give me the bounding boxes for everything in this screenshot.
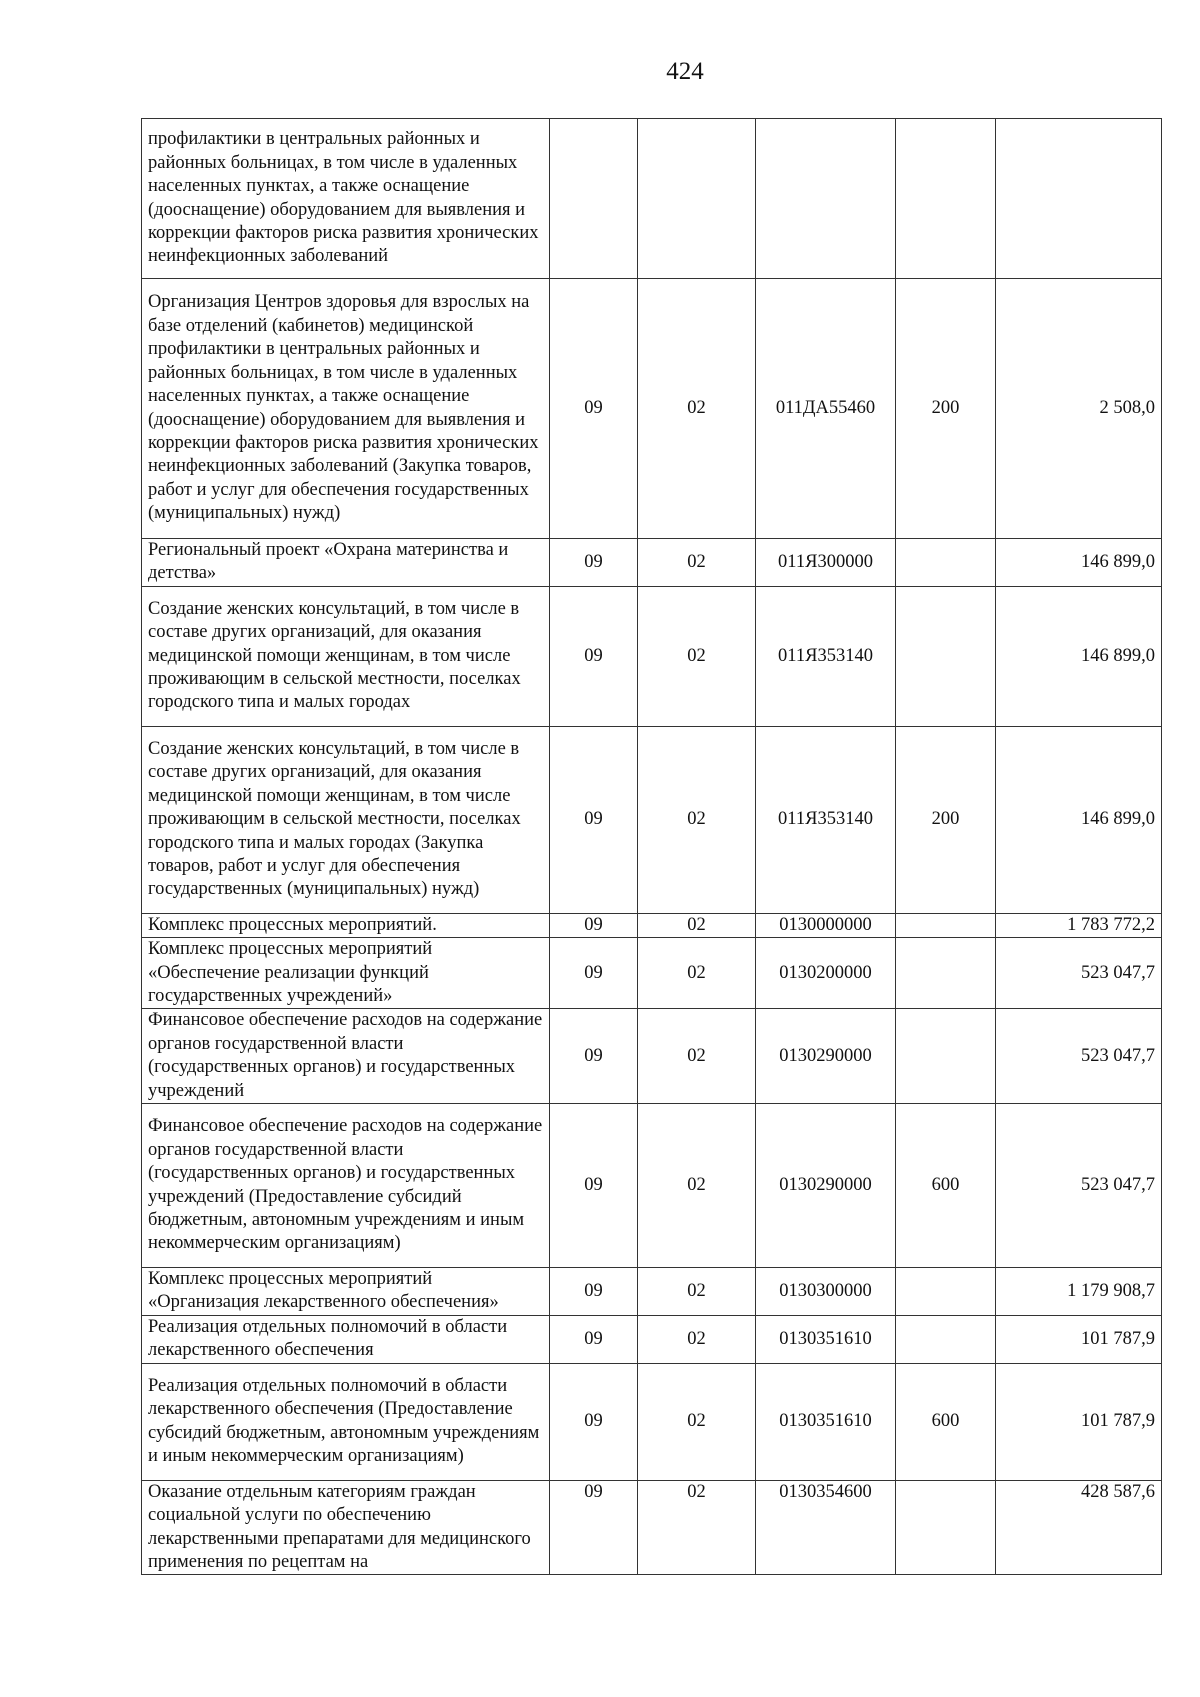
table-row bbox=[142, 1009, 1162, 1104]
cell-amount: 523 047,7 bbox=[996, 938, 1162, 1009]
cell-section: 09 bbox=[550, 1315, 638, 1363]
cell-name: Реализация отдельных полномочий в области лекарственного обеспечения (Предоставление субсидий бюджетным, автономным учреждениям и иным некоммерческим организациям) bbox=[142, 1363, 550, 1480]
cell-subsection bbox=[638, 119, 756, 279]
cell-subsection: 02 bbox=[638, 938, 756, 1009]
cell-target-article bbox=[756, 119, 896, 279]
cell-section: 09 bbox=[550, 1363, 638, 1480]
table-row bbox=[142, 913, 1162, 937]
cell-amount: 146 899,0 bbox=[996, 726, 1162, 913]
cell-section: 09 bbox=[550, 586, 638, 726]
table-row bbox=[142, 539, 1162, 587]
cell-amount: 146 899,0 bbox=[996, 586, 1162, 726]
cell-target-article: 011Я353140 bbox=[756, 586, 896, 726]
budget-table-body bbox=[142, 119, 1162, 1575]
cell-name: Реализация отдельных полномочий в области лекарственного обеспечения bbox=[142, 1315, 550, 1363]
cell-amount: 1 179 908,7 bbox=[996, 1268, 1162, 1316]
cell-name: Комплекс процессных мероприятий «Обеспечение реализации функций государственных учреждений» bbox=[142, 938, 550, 1009]
cell-subsection: 02 bbox=[638, 586, 756, 726]
cell-section: 09 bbox=[550, 1480, 638, 1575]
cell-subsection: 02 bbox=[638, 539, 756, 587]
cell-expense-type bbox=[896, 938, 996, 1009]
cell-subsection: 02 bbox=[638, 913, 756, 937]
cell-section: 09 bbox=[550, 539, 638, 587]
cell-name: Оказание отдельным категориям граждан социальной услуги по обеспечению лекарственными препаратами для медицинского применения по рецептам на bbox=[142, 1480, 550, 1575]
cell-amount: 146 899,0 bbox=[996, 539, 1162, 587]
cell-amount: 101 787,9 bbox=[996, 1363, 1162, 1480]
cell-expense-type bbox=[896, 586, 996, 726]
cell-amount: 428 587,6 bbox=[996, 1480, 1162, 1575]
cell-expense-type bbox=[896, 1480, 996, 1575]
cell-section: 09 bbox=[550, 279, 638, 539]
cell-amount: 2 508,0 bbox=[996, 279, 1162, 539]
cell-section: 09 bbox=[550, 938, 638, 1009]
cell-expense-type bbox=[896, 539, 996, 587]
table-row bbox=[142, 119, 1162, 279]
cell-target-article: 0130290000 bbox=[756, 1009, 896, 1104]
cell-expense-type bbox=[896, 1268, 996, 1316]
cell-target-article: 0130300000 bbox=[756, 1268, 896, 1316]
cell-amount bbox=[996, 119, 1162, 279]
cell-subsection: 02 bbox=[638, 1480, 756, 1575]
table-row bbox=[142, 1268, 1162, 1316]
table-row bbox=[142, 1315, 1162, 1363]
cell-section bbox=[550, 119, 638, 279]
cell-section: 09 bbox=[550, 913, 638, 937]
cell-subsection: 02 bbox=[638, 1104, 756, 1268]
cell-name: Создание женских консультаций, в том числе в составе других организаций, для оказания медицинской помощи женщинам, в том числе проживающим в сельской местности, поселках городского типа и малых городах bbox=[142, 586, 550, 726]
cell-subsection: 02 bbox=[638, 1315, 756, 1363]
cell-section: 09 bbox=[550, 726, 638, 913]
cell-target-article: 0130354600 bbox=[756, 1480, 896, 1575]
cell-target-article: 011ДА55460 bbox=[756, 279, 896, 539]
cell-target-article: 011Я353140 bbox=[756, 726, 896, 913]
budget-table bbox=[141, 118, 1162, 1575]
cell-section: 09 bbox=[550, 1009, 638, 1104]
table-row bbox=[142, 1480, 1162, 1575]
cell-expense-type bbox=[896, 1009, 996, 1104]
page-number: 424 bbox=[666, 58, 704, 85]
cell-section: 09 bbox=[550, 1104, 638, 1268]
cell-target-article: 011Я300000 bbox=[756, 539, 896, 587]
cell-name: Комплекс процессных мероприятий. bbox=[142, 913, 550, 937]
cell-subsection: 02 bbox=[638, 1268, 756, 1316]
cell-target-article: 0130351610 bbox=[756, 1315, 896, 1363]
table-row bbox=[142, 1363, 1162, 1480]
cell-target-article: 0130351610 bbox=[756, 1363, 896, 1480]
cell-name: Региональный проект «Охрана материнства и детства» bbox=[142, 539, 550, 587]
cell-expense-type bbox=[896, 1315, 996, 1363]
cell-subsection: 02 bbox=[638, 1009, 756, 1104]
cell-expense-type: 200 bbox=[896, 279, 996, 539]
table-row bbox=[142, 279, 1162, 539]
cell-expense-type bbox=[896, 119, 996, 279]
cell-name: Финансовое обеспечение расходов на содержание органов государственной власти (государственных органов) и государственных учреждений (Предоставление субсидий бюджетным, автономным учреждениям и иным некоммерческим организациям) bbox=[142, 1104, 550, 1268]
cell-target-article: 0130200000 bbox=[756, 938, 896, 1009]
cell-amount: 523 047,7 bbox=[996, 1009, 1162, 1104]
cell-target-article: 0130000000 bbox=[756, 913, 896, 937]
cell-expense-type: 200 bbox=[896, 726, 996, 913]
cell-subsection: 02 bbox=[638, 726, 756, 913]
cell-target-article: 0130290000 bbox=[756, 1104, 896, 1268]
cell-name: профилактики в центральных районных и районных больницах, в том числе в удаленных населенных пунктах, а также оснащение (дооснащение) оборудованием для выявления и коррекции факторов риска развития хронических неинфекционных заболеваний bbox=[142, 119, 550, 279]
cell-expense-type: 600 bbox=[896, 1104, 996, 1268]
cell-expense-type bbox=[896, 913, 996, 937]
cell-amount: 523 047,7 bbox=[996, 1104, 1162, 1268]
cell-name: Финансовое обеспечение расходов на содержание органов государственной власти (государственных органов) и государственных учреждений bbox=[142, 1009, 550, 1104]
cell-subsection: 02 bbox=[638, 1363, 756, 1480]
table-row bbox=[142, 1104, 1162, 1268]
table-row bbox=[142, 938, 1162, 1009]
cell-expense-type: 600 bbox=[896, 1363, 996, 1480]
cell-section: 09 bbox=[550, 1268, 638, 1316]
cell-name: Комплекс процессных мероприятий «Организация лекарственного обеспечения» bbox=[142, 1268, 550, 1316]
cell-subsection: 02 bbox=[638, 279, 756, 539]
cell-name: Создание женских консультаций, в том числе в составе других организаций, для оказания медицинской помощи женщинам, в том числе проживающим в сельской местности, поселках городского типа и малых городах (Закупка товаров, работ и услуг для обеспечения государственных (муниципальных) нужд) bbox=[142, 726, 550, 913]
cell-amount: 101 787,9 bbox=[996, 1315, 1162, 1363]
cell-amount: 1 783 772,2 bbox=[996, 913, 1162, 937]
cell-name: Организация Центров здоровья для взрослых на базе отделений (кабинетов) медицинской профилактики в центральных районных и районных больницах, в том числе в удаленных населенных пунктах, а также оснащение (дооснащение) оборудованием для выявления и коррекции факторов риска развития хронических неинфекционных заболеваний (Закупка товаров, работ и услуг для обеспечения государственных (муниципальных) нужд) bbox=[142, 279, 550, 539]
table-row bbox=[142, 726, 1162, 913]
table-row bbox=[142, 586, 1162, 726]
